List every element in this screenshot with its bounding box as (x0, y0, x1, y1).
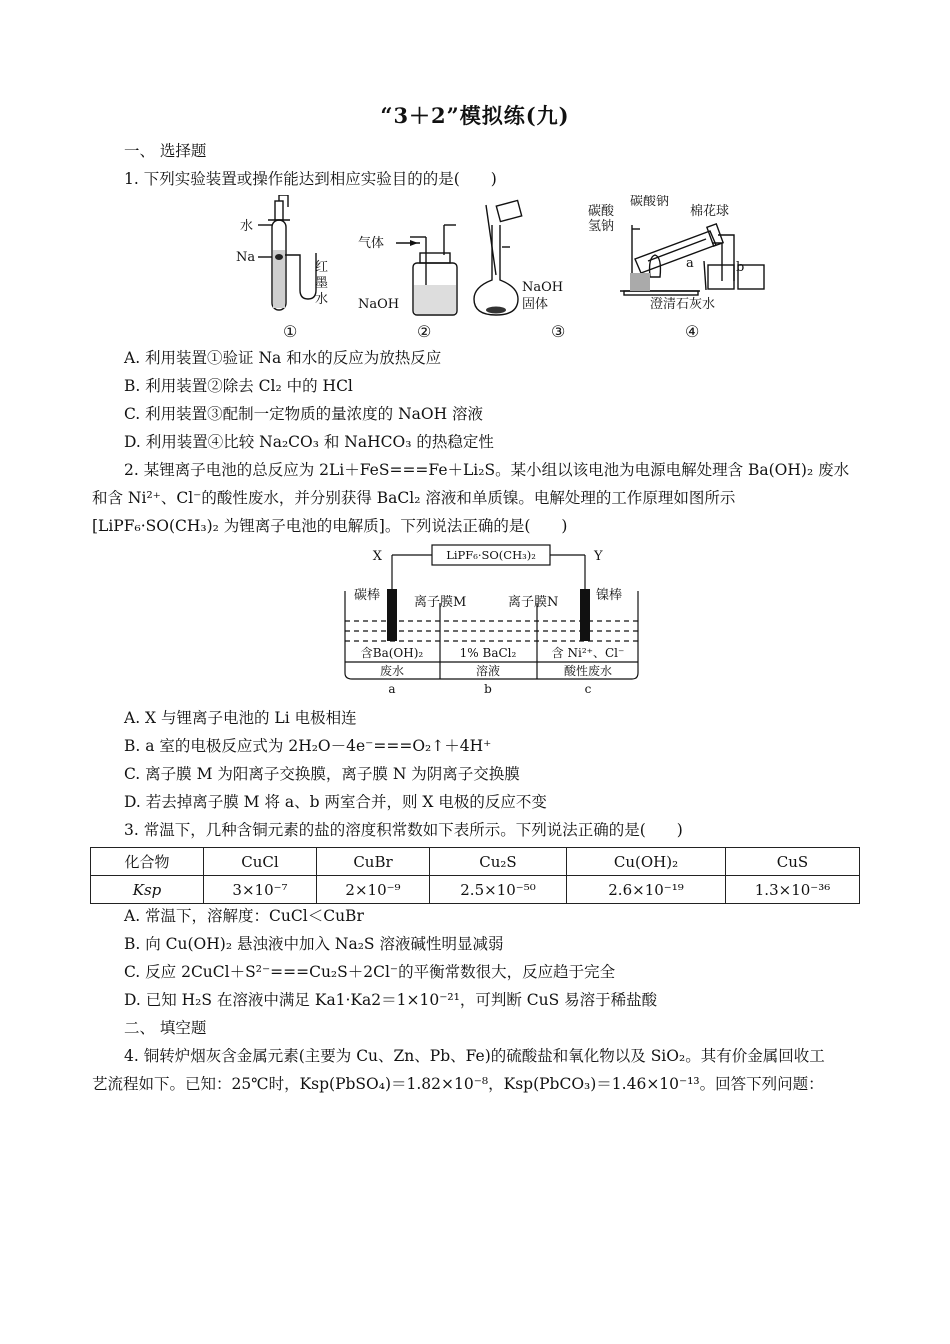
label-na: Na (236, 250, 256, 265)
q3-option-b: B. 向 Cu(OH)₂ 悬浊液中加入 Na₂S 溶液碱性明显减弱 (124, 935, 504, 953)
q3-option-a: A. 常温下，溶解度：CuCl＜CuBr (124, 907, 364, 925)
question-2-stem-line3: [LiPF₆·SO(CH₃)₂ 为锂离子电池的电解质]。下列说法正确的是( ) (92, 517, 568, 535)
table-header-cell: Cu₂S (430, 848, 567, 876)
label-room-a-2: 废水 (379, 664, 405, 678)
q2-option-d: D. 若去掉离子膜 M 将 a、b 两室合并，则 X 电极的反应不变 (124, 793, 547, 811)
label-naoh-solid-1: NaOH (522, 280, 564, 295)
label-na2co3: 碳酸钠 (630, 195, 670, 209)
q3-option-d: D. 已知 H₂S 在溶液中满足 Ka1·Ka2＝1×10⁻²¹，可判断 CuS 易溶于稀盐酸 (124, 991, 658, 1009)
lamp-base (630, 273, 650, 291)
label-naoh: NaOH (358, 297, 400, 312)
carbon-rod (387, 589, 397, 641)
label-room-b-1: 1% BaCl₂ (459, 646, 517, 660)
sodium-piece (275, 254, 283, 260)
label-nahco3-2: 氢钠 (588, 219, 615, 234)
marker-3: ③ (551, 322, 566, 341)
table-header-cell: CuBr (317, 848, 430, 876)
label-gas: 气体 (358, 236, 385, 251)
q1-option-c: C. 利用装置③配制一定物质的量浓度的 NaOH 溶液 (124, 405, 484, 423)
label-carbon-rod: 碳棒 (354, 588, 381, 603)
marker-4: ④ (685, 322, 700, 341)
label-limewater: 澄清石灰水 (650, 297, 716, 312)
table-cell: 1.3×10⁻³⁶ (726, 876, 860, 904)
label-x: X (372, 549, 382, 564)
table-header-cell: 化合物 (91, 848, 204, 876)
label-membrane-n: 离子膜N (508, 595, 559, 610)
q1-option-d: D. 利用装置④比较 Na₂CO₃ 和 NaHCO₃ 的热稳定性 (124, 433, 494, 451)
table-cell: 2.6×10⁻¹⁹ (567, 876, 726, 904)
naoh-solution-fill (414, 285, 456, 314)
question-4-line2: 艺流程如下。已知：25℃时，Ksp(PbSO₄)＝1.82×10⁻⁸，Ksp(PbCO₃)＝1.46×10⁻¹³。回答下列问题： (92, 1075, 824, 1093)
label-room-c-1: 含 Ni²⁺、Cl⁻ (551, 646, 625, 660)
q3-option-c: C. 反应 2CuCl＋S²⁻===Cu₂S＋2Cl⁻的平衡常数很大，反应趋于完全 (124, 963, 616, 981)
q2-option-c: C. 离子膜 M 为阳离子交换膜，离子膜 N 为阴离子交换膜 (124, 765, 520, 783)
question-1-stem: 1. 下列实验装置或操作能达到相应实验目的的是( ) (124, 170, 497, 188)
ksp-table (90, 847, 860, 904)
q1-apparatus-figure (230, 195, 770, 320)
q2-option-a: A. X 与锂离子电池的 Li 电极相连 (124, 709, 357, 727)
label-nahco3-1: 碳酸 (588, 204, 615, 219)
naoh-solid (486, 307, 506, 314)
label-room-c: c (584, 682, 592, 696)
table-row (91, 876, 860, 904)
table-header-row (91, 848, 860, 876)
label-naoh-solid-2: 固体 (522, 297, 549, 312)
table-cell: 3×10⁻⁷ (204, 876, 317, 904)
label-red-ink-1: 红 (315, 260, 329, 275)
question-3-stem: 3. 常温下，几种含铜元素的盐的溶度积常数如下表所示。下列说法正确的是( ) (124, 821, 683, 839)
table-cell: 2.5×10⁻⁵⁰ (430, 876, 567, 904)
q1-option-b: B. 利用装置②除去 Cl₂ 中的 HCl (124, 377, 353, 395)
label-red-ink-3: 水 (315, 292, 329, 307)
question-2-stem-line1: 2. 某锂离子电池的总反应为 2Li＋FeS===Fe＋Li₂S。某小组以该电池为电源电解处理含 Ba(OH)₂ 废水 (124, 461, 850, 479)
nickel-rod (580, 589, 590, 641)
table-header-cell: CuCl (204, 848, 317, 876)
gas-arrow-icon (410, 240, 418, 246)
q1-option-a: A. 利用装置①验证 Na 和水的反应为放热反应 (124, 349, 442, 367)
question-4-line1: 4. 铜转炉烟灰含金属元素(主要为 Cu、Zn、Pb、Fe)的硫酸盐和氧化物以及 SiO₂。其有价金属回收工 (124, 1047, 825, 1065)
label-y: Y (594, 549, 603, 564)
label-nickel-rod: 镍棒 (596, 588, 623, 603)
section-heading-fill: 二、 填空题 (124, 1019, 207, 1037)
label-membrane-m: 离子膜M (414, 595, 467, 610)
label-room-a-1: 含Ba(OH)₂ (360, 646, 424, 660)
table-row-label: Ksp (91, 876, 204, 904)
table-cell: 2×10⁻⁹ (317, 876, 430, 904)
q2-electrolysis-figure (340, 543, 650, 698)
table-header-cell: Cu(OH)₂ (567, 848, 726, 876)
label-a: a (686, 256, 694, 271)
marker-2: ② (417, 322, 432, 341)
q2-option-b: B. a 室的电极反应式为 2H₂O－4e⁻===O₂↑＋4H⁺ (124, 737, 492, 755)
label-water: 水 (240, 219, 254, 234)
label-room-a: a (388, 682, 396, 696)
table-header-cell: CuS (726, 848, 860, 876)
label-room-b: b (484, 682, 492, 696)
question-2-stem-line2: 和含 Ni²⁺、Cl⁻的酸性废水，并分别获得 BaCl₂ 溶液和单质镍。电解处理的工作原理如图所示 (92, 489, 736, 507)
label-red-ink-2: 墨 (315, 276, 329, 291)
page-title: “3＋2”模拟练(九) (380, 103, 570, 128)
label-b: b (736, 260, 745, 275)
label-room-b-2: 溶液 (475, 664, 501, 678)
label-room-c-2: 酸性废水 (563, 664, 613, 678)
marker-1: ① (283, 322, 298, 341)
label-cotton: 棉花球 (690, 204, 730, 219)
label-electrolyte: LiPF₆·SO(CH₃)₂ (446, 548, 536, 562)
section-heading-choice: 一、 选择题 (124, 142, 207, 160)
